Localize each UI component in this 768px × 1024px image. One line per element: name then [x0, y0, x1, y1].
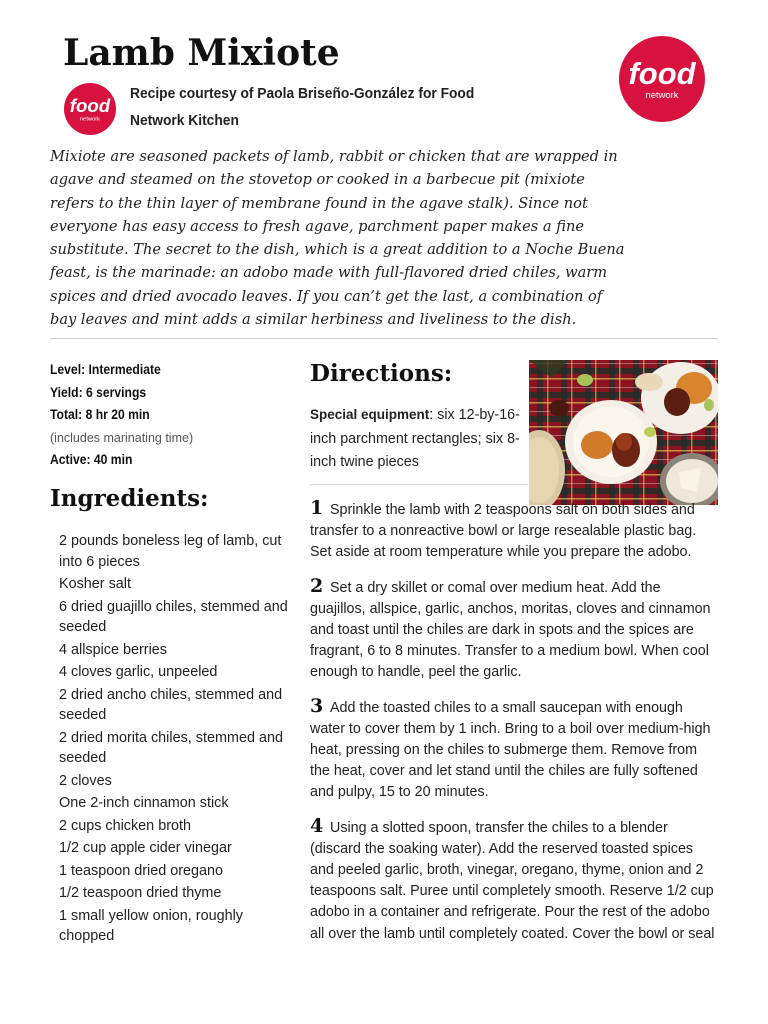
yield-value: 6 servings — [86, 384, 147, 400]
ingredient-item: 4 allspice berries — [59, 641, 167, 658]
step-text: Add the toasted chiles to a small saucepan with enough water to cover them by 1 inch. Bring to a boil over medium-high heat, pressing on the chiles to submerge them. Remove from the heat, cover and let stand until the chiles are fully softened and pulpy, 15 to 20 minutes. — [310, 699, 711, 801]
food-network-logo-icon — [64, 83, 116, 135]
ingredient-item: 4 cloves garlic, unpeeled — [59, 664, 218, 680]
ingredient-item: 2 dried ancho chiles, stemmed and seeded — [59, 686, 283, 723]
svg-text:network: network — [79, 116, 101, 123]
direction-step — [310, 576, 720, 684]
ingredient-item: Kosher salt — [59, 576, 131, 592]
ingredients-heading: Ingredients: — [50, 485, 209, 512]
step-text: Set a dry skillet or comal over medium heat. Add the guajillos, allspice, garlic, anchos, moritas, cloves and cinnamon and toast until the chiles are dark in spots and the spices are fragrant, 6 to 8 minutes. Transfer to a medium bowl. When cool enough to handle, peel the garlic. — [310, 579, 711, 681]
svg-text:network: network — [645, 89, 679, 101]
step-text: Sprinkle the lamb with 2 teaspoons salt on both sides and transfer to a nonreactive bowl or large resealable plastic bag. Set aside at room temperature while you prepare the adobo. — [310, 502, 697, 561]
divider — [310, 484, 528, 485]
ingredient-item: 2 cloves — [59, 772, 112, 789]
ingredient-item: 1/2 teaspoon dried thyme — [59, 885, 222, 901]
step-number: 1 — [310, 497, 324, 519]
recipe-meta — [50, 359, 280, 472]
dish-photo — [529, 360, 718, 505]
ingredients-list — [59, 531, 291, 949]
direction-step — [310, 498, 720, 564]
step-text: Using a slotted spoon, transfer the chiles to a blender (discard the soaking water). Add the reserved toasted spices and peeled garlic, broth, vinegar, oregano, thyme, onion and 2 teaspoons salt. Puree until completely smooth. Reserve 1/2 cup adobo in a container and refrigerate. Pour the rest of the adobo all over the lamb until completely coated. Cover the bowl or seal — [310, 819, 715, 942]
total-value: 8 hr 20 min — [85, 407, 150, 422]
active-value: 40 min — [93, 452, 133, 467]
total-label: Total: — [50, 407, 83, 422]
active-row — [50, 449, 257, 472]
ingredient-item: 1 small yellow onion, roughly chopped — [59, 907, 243, 944]
ingredient-item: 2 pounds boneless leg of lamb, cut into 6 pieces — [59, 533, 282, 570]
recipe-title: Lamb Mixiote — [63, 32, 340, 74]
yield-row — [50, 382, 257, 405]
level-value: Intermediate — [88, 362, 161, 377]
direction-step — [310, 816, 720, 945]
ingredient-item: 1/2 cup apple cider vinegar — [59, 840, 232, 856]
recipe-intro: Mixiote are seasoned packets of lamb, rabbit or chicken that are wrapped in agave and steamed on the stovetop or cooked in a barbecue pit (mixiote refers to the thin layer of membrane found in the agave stalk). Since not everyone has easy access to fresh agave, parchment paper makes a fine substitute. The secret to the dish, which is a great addition to a Noche Buena feast, is the marinade: an adobo made with full-flavored dried chiles, warm spices and dried avocado leaves. If you can’t get the last, a combination of bay leaves and mint adds a similar herbiness and liveliness to the dish. — [50, 148, 625, 329]
ingredient-item: 2 dried morita chiles, stemmed and seeded — [59, 729, 283, 766]
total-row — [50, 404, 257, 427]
ingredient-item: 1 teaspoon dried oregano — [59, 862, 224, 879]
direction-step — [310, 696, 720, 804]
special-equipment — [310, 403, 520, 475]
step-number: 2 — [310, 574, 324, 597]
ingredient-item: 2 cups chicken broth — [59, 817, 191, 834]
svg-text:food: food — [69, 95, 111, 117]
ingredient-item: 6 dried guajillo chiles, stemmed and seeded — [59, 598, 288, 635]
active-label: Active: — [50, 452, 91, 467]
level-label: Level: — [50, 362, 86, 377]
divider — [50, 338, 718, 339]
yield-label: Yield: — [50, 384, 83, 400]
step-number: 3 — [310, 694, 324, 717]
step-number: 4 — [310, 814, 324, 837]
total-note: (includes marinating time) — [50, 430, 194, 445]
directions-steps — [310, 498, 720, 957]
equipment-label: Special equipment — [310, 407, 430, 422]
food-network-logo-icon[interactable] — [619, 36, 705, 122]
equipment-text: : six 12-by-16-inch parchment rectangles; six 8-inch twine pieces — [310, 407, 520, 470]
level-row — [50, 359, 257, 382]
svg-text:food: food — [628, 56, 696, 92]
ingredient-item: One 2-inch cinnamon stick — [59, 795, 229, 811]
recipe-courtesy: Recipe courtesy of Paola Briseño-González for Food Network Kitchen — [130, 85, 475, 129]
directions-heading: Directions: — [310, 360, 453, 387]
